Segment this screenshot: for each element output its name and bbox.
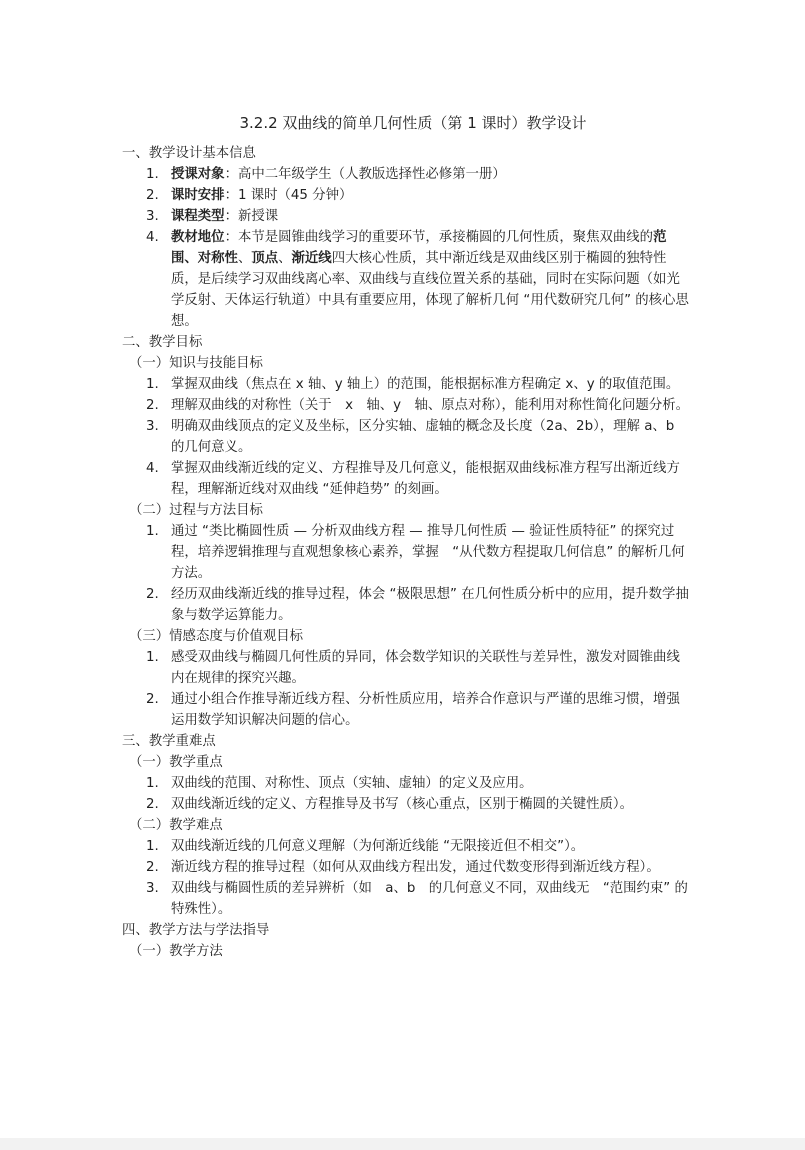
list-item [122,689,690,731]
list-number: 2. [146,692,159,707]
list-item [122,395,690,416]
list-text: 双曲线与椭圆性质的差异辨析（如 a、b 的几何意义不同，双曲线无 “范围约束” 的特殊性）。 [171,881,688,917]
list-number: 1. [146,776,159,791]
list-number: 3. [146,419,159,434]
process-goals-list [122,521,690,626]
list-text: 通过小组合作推导渐近线方程、分析性质应用，培养合作意识与严谨的思维习惯，增强运用数学知识解决问题的信心。 [171,692,680,728]
list-item [122,521,690,584]
list-number: 1. [146,650,159,665]
basic-info-list [122,164,690,332]
list-number: 3. [146,209,159,224]
list-item [122,227,690,332]
list-number: 4. [146,230,159,245]
list-text: 通过 “类比椭圆性质 — 分析双曲线方程 — 推导几何性质 — 验证性质特征” 的探究过程，培养逻辑推理与直观想象核心素养，掌握 “从代数方程提取几何信息” 的解析几何方法。 [171,524,685,581]
list-number: 1. [146,377,159,392]
focus-list [122,773,690,815]
list-number: 1. [146,524,159,539]
list-number: 1. [146,839,159,854]
keyword: 渐近线 [291,251,332,266]
list-item [122,374,690,395]
list-number: 4. [146,461,159,476]
field-label: 教材地位 [171,230,225,245]
list-text: 经历双曲线渐近线的推导过程，体会 “极限思想” 在几何性质分析中的应用，提升数学抽象与数学运算能力。 [171,587,689,623]
keyword: 对称性 [197,251,238,266]
document-title: 3.2.2 双曲线的简单几何性质（第 1 课时）教学设计 [239,114,587,132]
list-number: 2. [146,797,159,812]
list-item [122,584,690,626]
difficulty-list [122,836,690,920]
list-item [122,416,690,458]
subsection-heading-process: （二）过程与方法目标 [129,503,263,518]
field-value: ：本节是圆锥曲线学习的重要环节，承接椭圆的几何性质，聚焦双曲线的 [224,230,654,245]
separator: 、 [184,251,198,266]
list-number: 1. [146,167,159,182]
knowledge-goals-list [122,374,690,500]
list-item [122,164,690,185]
list-text: 掌握双曲线（焦点在 x 轴、y 轴上）的范围，能根据标准方程确定 x、y 的取值范围。 [171,377,680,392]
section-heading-methods: 四、教学方法与学法指导 [122,923,270,938]
subsection-heading-teaching-methods: （一）教学方法 [129,944,223,959]
list-text: 理解双曲线的对称性（关于 x 轴、y 轴、原点对称），能利用对称性简化问题分析。 [171,398,689,413]
list-number: 2. [146,587,159,602]
list-number: 3. [146,881,159,896]
list-item [122,206,690,227]
section-heading-key-points: 三、教学重难点 [122,734,216,749]
list-item [122,647,690,689]
document-body [122,112,690,962]
subsection-heading-knowledge: （一）知识与技能目标 [129,356,263,371]
separator: 、 [237,251,252,266]
field-value: 四大核心性质，其中渐近线是双曲线区别于椭圆的独特性质，是后续学习双曲线离心率、双曲线与直线位置关系的基础，同时在实际问题（如光学反射、天体运行轨道）中具有重要应用，体现了解析几何 “用代数研究几何” 的核心思想。 [171,251,689,329]
field-value: ：高中二年级学生（人教版选择性必修第一册） [224,167,506,182]
subsection-heading-attitude: （三）情感态度与价值观目标 [129,629,304,644]
keyword: 范围 [171,230,667,266]
list-text: 感受双曲线与椭圆几何性质的异同，体会数学知识的关联性与差异性，激发对圆锥曲线内在规律的探究兴趣。 [171,650,680,686]
section-heading-goals: 二、教学目标 [122,335,203,350]
list-number: 2. [146,860,159,875]
list-number: 2. [146,188,159,203]
list-item [122,185,690,206]
field-label: 课时安排 [171,188,225,203]
field-value: ：1 课时（45 分钟） [224,188,353,203]
list-text: 掌握双曲线渐近线的定义、方程推导及几何意义，能根据双曲线标准方程写出渐近线方程，理解渐近线对双曲线 “延伸趋势” 的刻画。 [171,461,680,497]
separator: 、 [278,251,292,266]
section-heading-basic-info: 一、教学设计基本信息 [122,146,256,161]
list-text: 明确双曲线顶点的定义及坐标，区分实轴、虚轴的概念及长度（2a、2b），理解 a、b 的几何意义。 [171,419,675,455]
list-text: 渐近线方程的推导过程（如何从双曲线方程出发，通过代数变形得到渐近线方程）。 [171,860,660,875]
field-value: ：新授课 [224,209,279,224]
list-item [122,794,690,815]
subsection-heading-difficulty: （二）教学难点 [129,818,223,833]
list-item [122,836,690,857]
list-item [122,773,690,794]
list-item [122,878,690,920]
list-text: 双曲线渐近线的几何意义理解（为何渐近线能 “无限接近但不相交”）。 [171,839,585,854]
list-item [122,458,690,500]
list-item [122,857,690,878]
keyword: 顶点 [251,251,279,266]
list-text: 双曲线的范围、对称性、顶点（实轴、虚轴）的定义及应用。 [171,776,533,791]
field-label: 课程类型 [171,209,225,224]
field-label: 授课对象 [171,167,225,182]
list-number: 2. [146,398,159,413]
list-text: 双曲线渐近线的定义、方程推导及书写（核心重点，区别于椭圆的关键性质）。 [171,797,633,812]
subsection-heading-focus: （一）教学重点 [129,755,223,770]
attitude-goals-list [122,647,690,731]
